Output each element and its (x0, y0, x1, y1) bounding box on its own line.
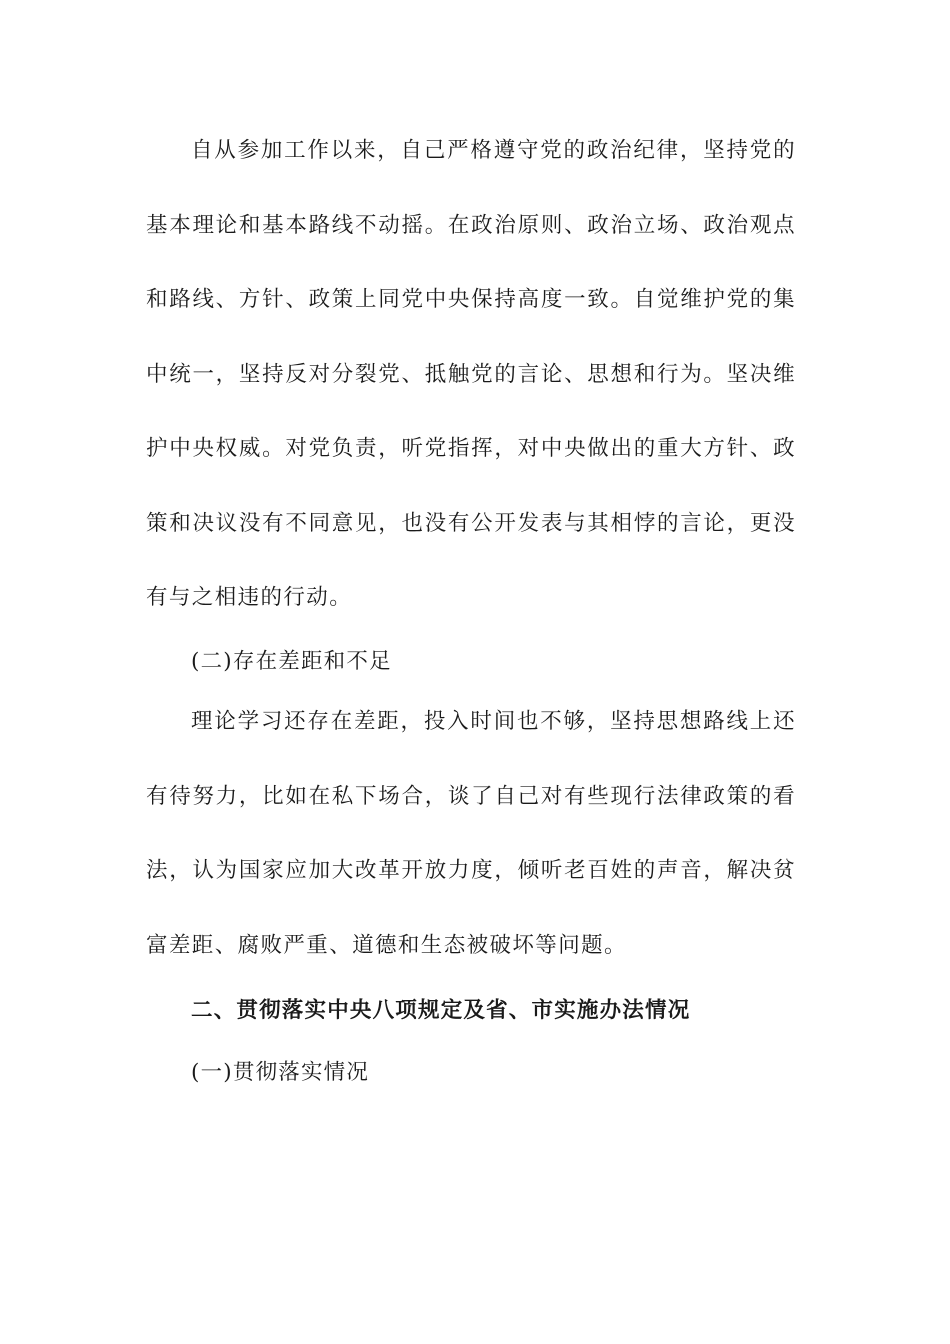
subheading-gaps-and-shortcomings: (二)存在差距和不足 (191, 649, 392, 674)
section-heading-eight-regulations: 二、贯彻落实中央八项规定及省、市实施办法情况 (191, 998, 691, 1023)
subheading-implementation-status: (一)贯彻落实情况 (191, 1060, 370, 1085)
paragraph-political-discipline: 自从参加工作以来，自己严格遵守党的政治纪律，坚持党的基本理论和基本路线不动摇。在政治原则、政治立场、政治观点和路线、方针、政策上同党中央保持高度一致。自觉维护党的集中统一，坚持反对分裂党、抵触党的言论、思想和行为。坚决维护中央权威。对党负责，听党指挥，对中央做出的重大方针、政策和决议没有不同意见，也没有公开发表与其相悖的言论，更没有与之相违的行动。 (146, 138, 796, 610)
paragraph-theory-study-gaps: 理论学习还存在差距，投入时间也不够，坚持思想路线上还有待努力，比如在私下场合，谈了自己对有些现行法律政策的看法，认为国家应加大改革开放力度，倾听老百姓的声音，解决贫富差距、腐败严重、道德和生态被破坏等问题。 (146, 709, 796, 958)
